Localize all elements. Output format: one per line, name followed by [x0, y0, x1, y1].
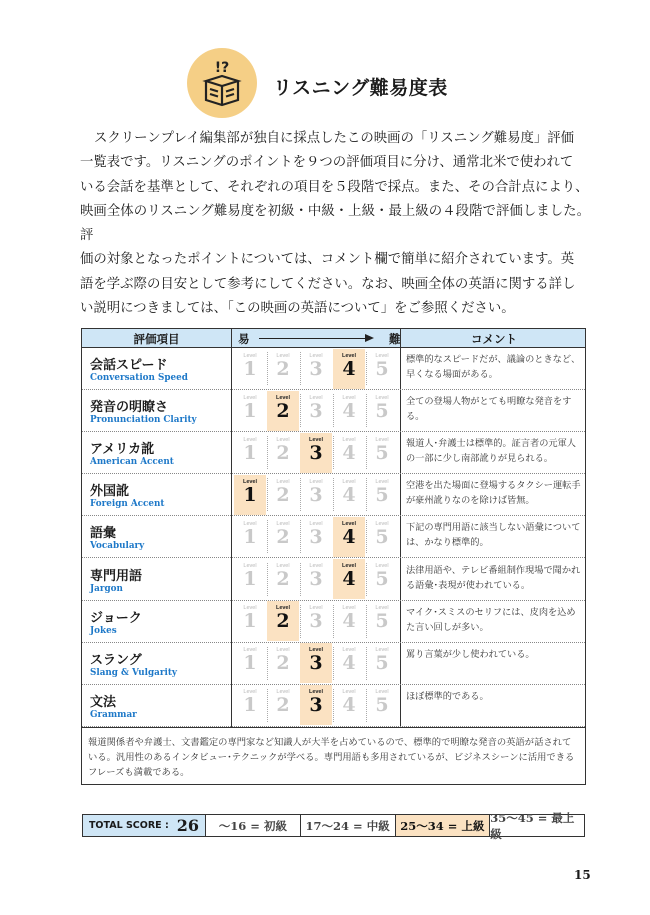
- level-cell-selected: [300, 643, 332, 683]
- level-label: Level: [308, 436, 324, 443]
- level-number: 5: [375, 652, 389, 675]
- total-score-label: TOTAL SCORE :: [88, 820, 169, 831]
- level-cell: [267, 475, 299, 515]
- level-label: Level: [309, 478, 323, 485]
- level-number: 4: [342, 483, 356, 506]
- item-english-name: Grammar: [90, 709, 137, 720]
- item-name: 外国訛: [90, 484, 130, 500]
- level-number: 3: [309, 357, 323, 380]
- level-label: Level: [243, 647, 257, 654]
- item-comment: 法律用語や、テレビ番組制作現場で聞かれる語彙･表現が使われている。: [406, 564, 581, 591]
- arrow-right-icon: [259, 338, 371, 339]
- level-label: Level: [375, 563, 389, 569]
- item-english-name: Pronunciation Clarity: [90, 415, 197, 426]
- level-label: Level: [375, 520, 389, 527]
- level-label: Level: [275, 605, 291, 612]
- level-number: 4: [342, 441, 356, 464]
- level-cell: [300, 559, 332, 599]
- level-cell: [267, 559, 299, 599]
- level-label: Level: [243, 394, 257, 401]
- level-cell-selected: [333, 517, 365, 557]
- level-number: 3: [309, 483, 323, 506]
- level-cell: [267, 685, 299, 725]
- level-label: Level: [276, 563, 290, 569]
- table-row: [82, 432, 585, 474]
- level-label: Level: [375, 647, 389, 654]
- item-english-name: Vocabulary: [90, 541, 145, 552]
- level-label: Level: [243, 436, 257, 443]
- item-name: 発音の明瞭さ: [90, 400, 169, 416]
- level-label: Level: [341, 563, 357, 569]
- level-cell: [366, 643, 398, 683]
- intro-line: いる会話を基準として、それぞれの項目を５段階で採点。また、その合計点により、: [80, 179, 589, 195]
- level-label: Level: [342, 436, 356, 443]
- item-name: 文法: [90, 694, 117, 710]
- level-cell: [366, 349, 398, 389]
- level-cell: [333, 643, 365, 683]
- level-number: 2: [276, 483, 290, 506]
- level-number: 1: [243, 652, 257, 675]
- level-cell: [300, 475, 332, 515]
- level-cell: [234, 433, 266, 473]
- level-cell: [333, 433, 365, 473]
- level-label: Level: [276, 436, 290, 443]
- item-name: 会話スピード: [90, 358, 168, 373]
- level-number: 5: [375, 525, 389, 548]
- level-number: 1: [243, 357, 257, 380]
- level-number: 2: [276, 399, 290, 422]
- item-comment: 空港を出た場面に登場するタクシー運転手が豪州訛りなのを除けば皆無。: [406, 480, 581, 507]
- item-english-name: Jargon: [90, 583, 123, 594]
- level-label: Level: [309, 352, 323, 359]
- item-comment: 罵り言葉が少し使われている。: [406, 648, 535, 660]
- level-cell: [366, 391, 398, 431]
- item-name: 専門用語: [90, 568, 143, 584]
- intro-line: 一覧表です。リスニングのポイントを９つの評価項目に分け、通常北米で使われて: [80, 155, 574, 171]
- listening-icon: [187, 48, 257, 118]
- level-label: Level: [309, 563, 323, 569]
- item-english-name: Jokes: [90, 625, 117, 636]
- level-number: 4: [342, 568, 356, 590]
- level-cell: [234, 643, 266, 683]
- level-label: Level: [243, 605, 257, 612]
- table-header: [82, 329, 585, 348]
- level-number: 3: [309, 399, 323, 422]
- level-cell-selected: [333, 349, 365, 389]
- level-number: 1: [243, 610, 257, 633]
- item-name: スラング: [90, 652, 142, 668]
- level-cell: [267, 643, 299, 683]
- level-number: 5: [375, 694, 389, 717]
- level-number: 2: [276, 525, 290, 548]
- table-row: [82, 516, 585, 558]
- item-name: ジョーク: [90, 610, 142, 626]
- level-cell: [333, 685, 365, 725]
- item-comment: 標準的なスピードだが、議論のときなど、早くなる場面がある。: [406, 354, 581, 380]
- level-number: 1: [243, 568, 257, 590]
- level-number: 1: [243, 694, 257, 717]
- book-stack-icon: [187, 48, 257, 118]
- item-name: アメリカ訛: [90, 442, 155, 458]
- level-number: 5: [375, 399, 389, 422]
- level-number: 4: [342, 610, 356, 633]
- level-number: 1: [243, 399, 257, 422]
- item-english-name: Slang & Vulgarity: [90, 667, 178, 678]
- intro-line: い説明につきましては、「この映画の英語について」をご参照ください。: [80, 301, 515, 317]
- level-number: 5: [375, 441, 389, 464]
- level-cell-selected: [267, 391, 299, 431]
- level-cell: [234, 517, 266, 557]
- level-label: Level: [342, 605, 356, 612]
- level-cell-selected: [300, 685, 332, 725]
- level-number: 3: [309, 568, 323, 590]
- item-english-name: Foreign Accent: [90, 499, 165, 510]
- level-cell: [366, 559, 398, 599]
- item-comment: 下記の専門用語に該当しない語彙については、かなり標準的。: [406, 522, 581, 549]
- level-cell-selected: [300, 433, 332, 473]
- level-number: 5: [375, 483, 389, 506]
- level-cell: [267, 349, 299, 389]
- difficulty-table: [81, 328, 586, 785]
- level-label: Level: [375, 394, 389, 401]
- level-number: 2: [276, 441, 290, 464]
- level-cell: [234, 391, 266, 431]
- page-number: 15: [574, 868, 591, 882]
- item-name: 語彙: [90, 526, 117, 542]
- level-number: 3: [309, 610, 323, 633]
- header-easy: 易: [238, 332, 250, 346]
- level-number: 4: [342, 525, 356, 548]
- item-comment: 報道人･弁護士は標準的。証言者の元軍人の一部に少し南部訛りが見られる。: [406, 438, 576, 465]
- intro-paragraph: [80, 127, 590, 321]
- level-label: Level: [276, 352, 290, 359]
- icon-text: !?: [214, 60, 230, 76]
- level-cell: [267, 433, 299, 473]
- level-cell: [300, 517, 332, 557]
- header-comment: コメント: [471, 332, 517, 346]
- level-cell: [366, 433, 398, 473]
- item-english-name: American Accent: [90, 457, 174, 468]
- level-label: Level: [375, 605, 389, 612]
- item-comment: 全ての登場人物がとても明瞭な発音をする。: [406, 396, 572, 423]
- level-cell: [267, 517, 299, 557]
- total-score-bar: [82, 810, 585, 841]
- level-label: Level: [375, 352, 389, 359]
- header-item: 評価項目: [133, 332, 180, 346]
- level-label: Level: [342, 647, 356, 654]
- level-label: Level: [276, 647, 290, 654]
- level-label: Level: [309, 605, 323, 612]
- page-title: リスニング難易度表: [273, 77, 448, 99]
- level-cell: [366, 685, 398, 725]
- item-comment: マイク･スミスのセリフには、皮肉を込めた言い回しが多い。: [406, 606, 576, 633]
- level-cell: [300, 349, 332, 389]
- level-number: 4: [342, 694, 356, 717]
- table-row: [82, 601, 585, 643]
- item-comment: ほぼ標準的である。: [406, 690, 489, 702]
- level-cell: [300, 601, 332, 641]
- level-number: 1: [243, 525, 257, 548]
- level-label: Level: [275, 394, 291, 401]
- level-cell-selected: [234, 475, 266, 515]
- level-label: Level: [309, 520, 323, 527]
- level-label: Level: [242, 478, 258, 485]
- level-number: 2: [276, 357, 290, 380]
- table-row: [82, 348, 585, 390]
- intro-line: 映画全体のリスニング難易度を初級・中級・上級・最上級の４段階で評価しました。評: [80, 203, 590, 244]
- level-number: 2: [276, 610, 290, 633]
- level-cell: [234, 601, 266, 641]
- level-label: Level: [243, 563, 257, 569]
- level-cell: [234, 559, 266, 599]
- level-number: 5: [375, 357, 389, 380]
- table-row: [82, 685, 585, 727]
- level-label: Level: [375, 478, 389, 485]
- table-row: [82, 390, 585, 432]
- level-number: 5: [375, 568, 389, 590]
- level-cell: [300, 391, 332, 431]
- level-label: Level: [309, 394, 323, 401]
- grade-expert: 35～45 = 最上級: [490, 810, 575, 841]
- grade-advanced: 25～34 = 上級: [396, 815, 491, 836]
- total-score: [83, 815, 206, 836]
- table-row: [82, 643, 585, 685]
- level-label: Level: [276, 520, 290, 527]
- level-cell: [333, 601, 365, 641]
- grade-beginner: ～16 = 初級: [206, 815, 301, 836]
- level-number: 2: [276, 694, 290, 717]
- level-label: Level: [342, 394, 356, 401]
- intro-line: 語を学ぶ際の目安として参考にしてください。なお、映画全体の英語に関する詳し: [80, 276, 576, 292]
- level-number: 2: [276, 568, 290, 590]
- level-label: Level: [243, 520, 257, 527]
- level-label: Level: [375, 436, 389, 443]
- level-label: Level: [341, 352, 357, 359]
- intro-line: スクリーンプレイ編集部が独自に採点したこの映画の「リスニング難易度」評価: [94, 131, 575, 146]
- level-number: 3: [309, 652, 323, 675]
- level-cell: [234, 685, 266, 725]
- level-cell-selected: [333, 559, 365, 599]
- intro-line: 価の対象となったポイントについては、コメント欄で簡単に紹介されています。英: [80, 252, 575, 268]
- level-number: 5: [375, 610, 389, 633]
- level-label: Level: [342, 689, 356, 696]
- level-number: 4: [342, 652, 356, 675]
- grade-intermediate: 17～24 = 中級: [301, 815, 396, 836]
- level-label: Level: [243, 689, 257, 696]
- level-number: 1: [243, 441, 257, 464]
- level-cell: [366, 475, 398, 515]
- table-row: [82, 474, 585, 516]
- level-number: 3: [309, 525, 323, 548]
- level-cell: [333, 391, 365, 431]
- level-label: Level: [341, 520, 357, 527]
- level-label: Level: [276, 478, 290, 485]
- item-english-name: Conversation Speed: [90, 373, 188, 383]
- level-cell: [366, 517, 398, 557]
- level-label: Level: [342, 478, 356, 485]
- table-summary: 報道関係者や弁護士、文書鑑定の専門家など知識人が大半を占めているので、標準的で明瞭な発音の英語が話されている。汎用性のあるインタビュー･テクニックが学べる。専門用語も多用されているが、ビジネスシーンに活用できるフレーズも満載である。: [88, 737, 575, 778]
- level-cell-selected: [267, 601, 299, 641]
- level-label: Level: [243, 352, 257, 359]
- total-score-value: 26: [176, 816, 200, 835]
- level-number: 3: [309, 441, 323, 464]
- divider: [82, 727, 585, 728]
- level-label: Level: [308, 647, 324, 654]
- level-label: Level: [308, 689, 324, 696]
- level-number: 1: [243, 483, 257, 506]
- level-number: 2: [276, 652, 290, 675]
- level-label: Level: [276, 689, 290, 696]
- level-number: 4: [342, 399, 356, 422]
- level-cell: [333, 475, 365, 515]
- header-hard: 難: [389, 332, 401, 346]
- level-number: 3: [309, 694, 323, 717]
- level-number: 4: [342, 357, 356, 380]
- level-cell: [234, 349, 266, 389]
- table-row: [82, 559, 585, 601]
- level-cell: [366, 601, 398, 641]
- level-label: Level: [375, 689, 389, 696]
